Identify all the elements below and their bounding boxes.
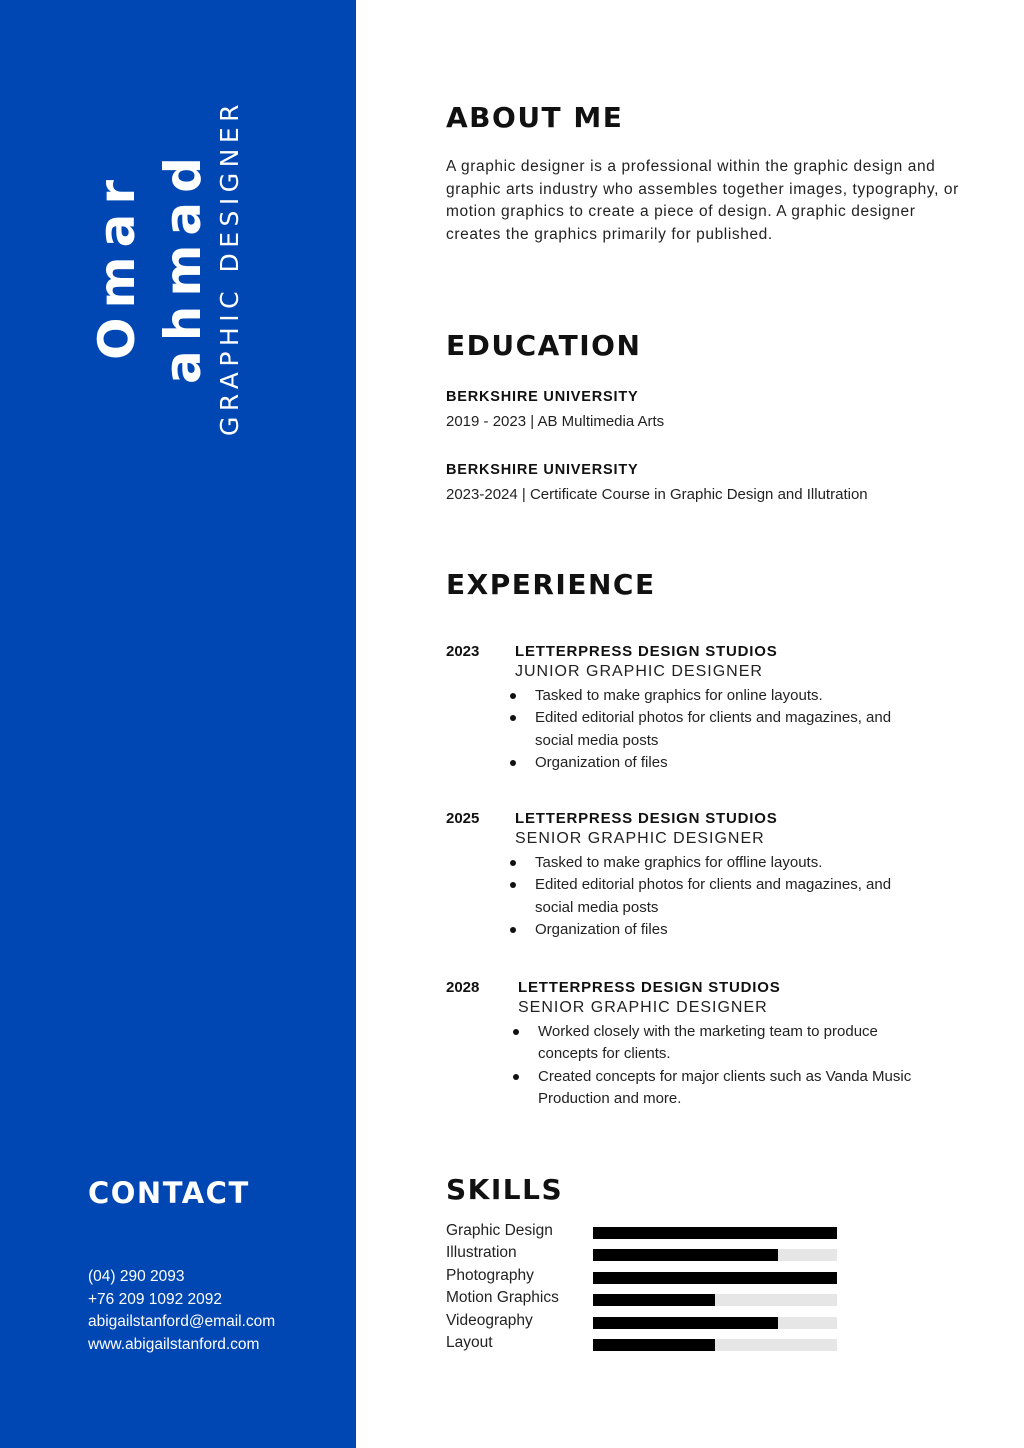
skill-row [446, 1334, 846, 1356]
skill-row [446, 1267, 846, 1289]
contact-heading: CONTACT [88, 1176, 250, 1210]
job-title: GRAPHIC DESIGNER [215, 98, 244, 436]
skill-bar-track [593, 1227, 837, 1239]
skill-bar-fill [593, 1339, 715, 1351]
experience-year: 2025 [446, 810, 480, 827]
experience-bullet: Worked closely with the marketing team to produce concepts for clients. [518, 1021, 938, 1066]
education-detail: 2019 - 2023 | AB Multimedia Arts [446, 413, 665, 430]
education-school: BERKSHIRE UNIVERSITY [446, 389, 639, 405]
about-heading: ABOUT ME [446, 101, 624, 134]
experience-year: 2028 [446, 979, 480, 996]
experience-company: LETTERPRESS DESIGN STUDIOS [518, 979, 781, 996]
skill-name: Videography [446, 1312, 533, 1329]
experience-bullet: Edited editorial photos for clients and magazines, and social media posts [515, 874, 915, 919]
skill-name: Layout [446, 1334, 493, 1351]
skill-bar-fill [593, 1227, 837, 1239]
skill-bar-fill [593, 1249, 778, 1261]
contact-website[interactable]: www.abigailstanford.com [88, 1335, 260, 1353]
experience-role: SENIOR GRAPHIC DESIGNER [518, 999, 768, 1016]
experience-bullet: Tasked to make graphics for online layouts. [515, 685, 915, 707]
first-name: Omar [88, 170, 146, 360]
experience-bullet: Tasked to make graphics for offline layouts. [515, 852, 915, 874]
experience-year: 2023 [446, 643, 480, 660]
experience-bullet: Organization of files [515, 919, 915, 941]
experience-body [515, 810, 915, 941]
experience-company: LETTERPRESS DESIGN STUDIOS [515, 810, 778, 827]
experience-role: JUNIOR GRAPHIC DESIGNER [515, 663, 763, 680]
skill-bar-track [593, 1339, 837, 1351]
experience-company: LETTERPRESS DESIGN STUDIOS [515, 643, 778, 660]
education-detail: 2023-2024 | Certificate Course in Graphic Design and Illutration [446, 486, 868, 503]
experience-bullet: Created concepts for major clients such as Vanda Music Production and more. [518, 1066, 938, 1111]
skill-name: Photography [446, 1267, 534, 1284]
skill-bar-track [593, 1249, 837, 1261]
name-block [0, 0, 356, 1448]
education-school: BERKSHIRE UNIVERSITY [446, 462, 639, 478]
skill-name: Motion Graphics [446, 1289, 559, 1306]
experience-bullets [515, 852, 915, 941]
skills-heading: SKILLS [446, 1173, 564, 1206]
experience-bullet: Edited editorial photos for clients and magazines, and social media posts [515, 707, 915, 752]
education-item [446, 462, 868, 503]
contact-email[interactable]: abigailstanford@email.com [88, 1313, 276, 1331]
skill-name: Illustration [446, 1244, 517, 1261]
skill-name: Graphic Design [446, 1222, 553, 1239]
skill-bar-fill [593, 1294, 715, 1306]
skill-row [446, 1312, 846, 1334]
skill-bar-track [593, 1272, 837, 1284]
about-text: A graphic designer is a professional within the graphic design and graphic arts industry who assembles together images, typography, or motion graphics to create a piece of design. A graphic designer creates the graphics primarily for published. [446, 158, 959, 244]
skill-row [446, 1222, 846, 1244]
contact-phone-2: +76 209 1092 2092 [88, 1290, 223, 1308]
contact-phone-1: (04) 290 2093 [88, 1268, 185, 1285]
experience-body [518, 979, 938, 1110]
experience-role: SENIOR GRAPHIC DESIGNER [515, 830, 765, 847]
skill-bar-track [593, 1317, 837, 1329]
education-heading: EDUCATION [446, 329, 642, 362]
skill-bar-track [593, 1294, 837, 1306]
skill-row [446, 1244, 846, 1266]
contact-list [88, 1266, 275, 1356]
experience-bullets [518, 1021, 938, 1110]
experience-body [515, 643, 915, 774]
experience-bullet: Organization of files [515, 752, 915, 774]
skill-bar-fill [593, 1272, 837, 1284]
education-item [446, 389, 664, 430]
experience-heading: EXPERIENCE [446, 568, 656, 601]
experience-bullets [515, 685, 915, 774]
skill-row [446, 1289, 846, 1311]
last-name: ahmad [154, 148, 212, 384]
skill-bar-fill [593, 1317, 778, 1329]
